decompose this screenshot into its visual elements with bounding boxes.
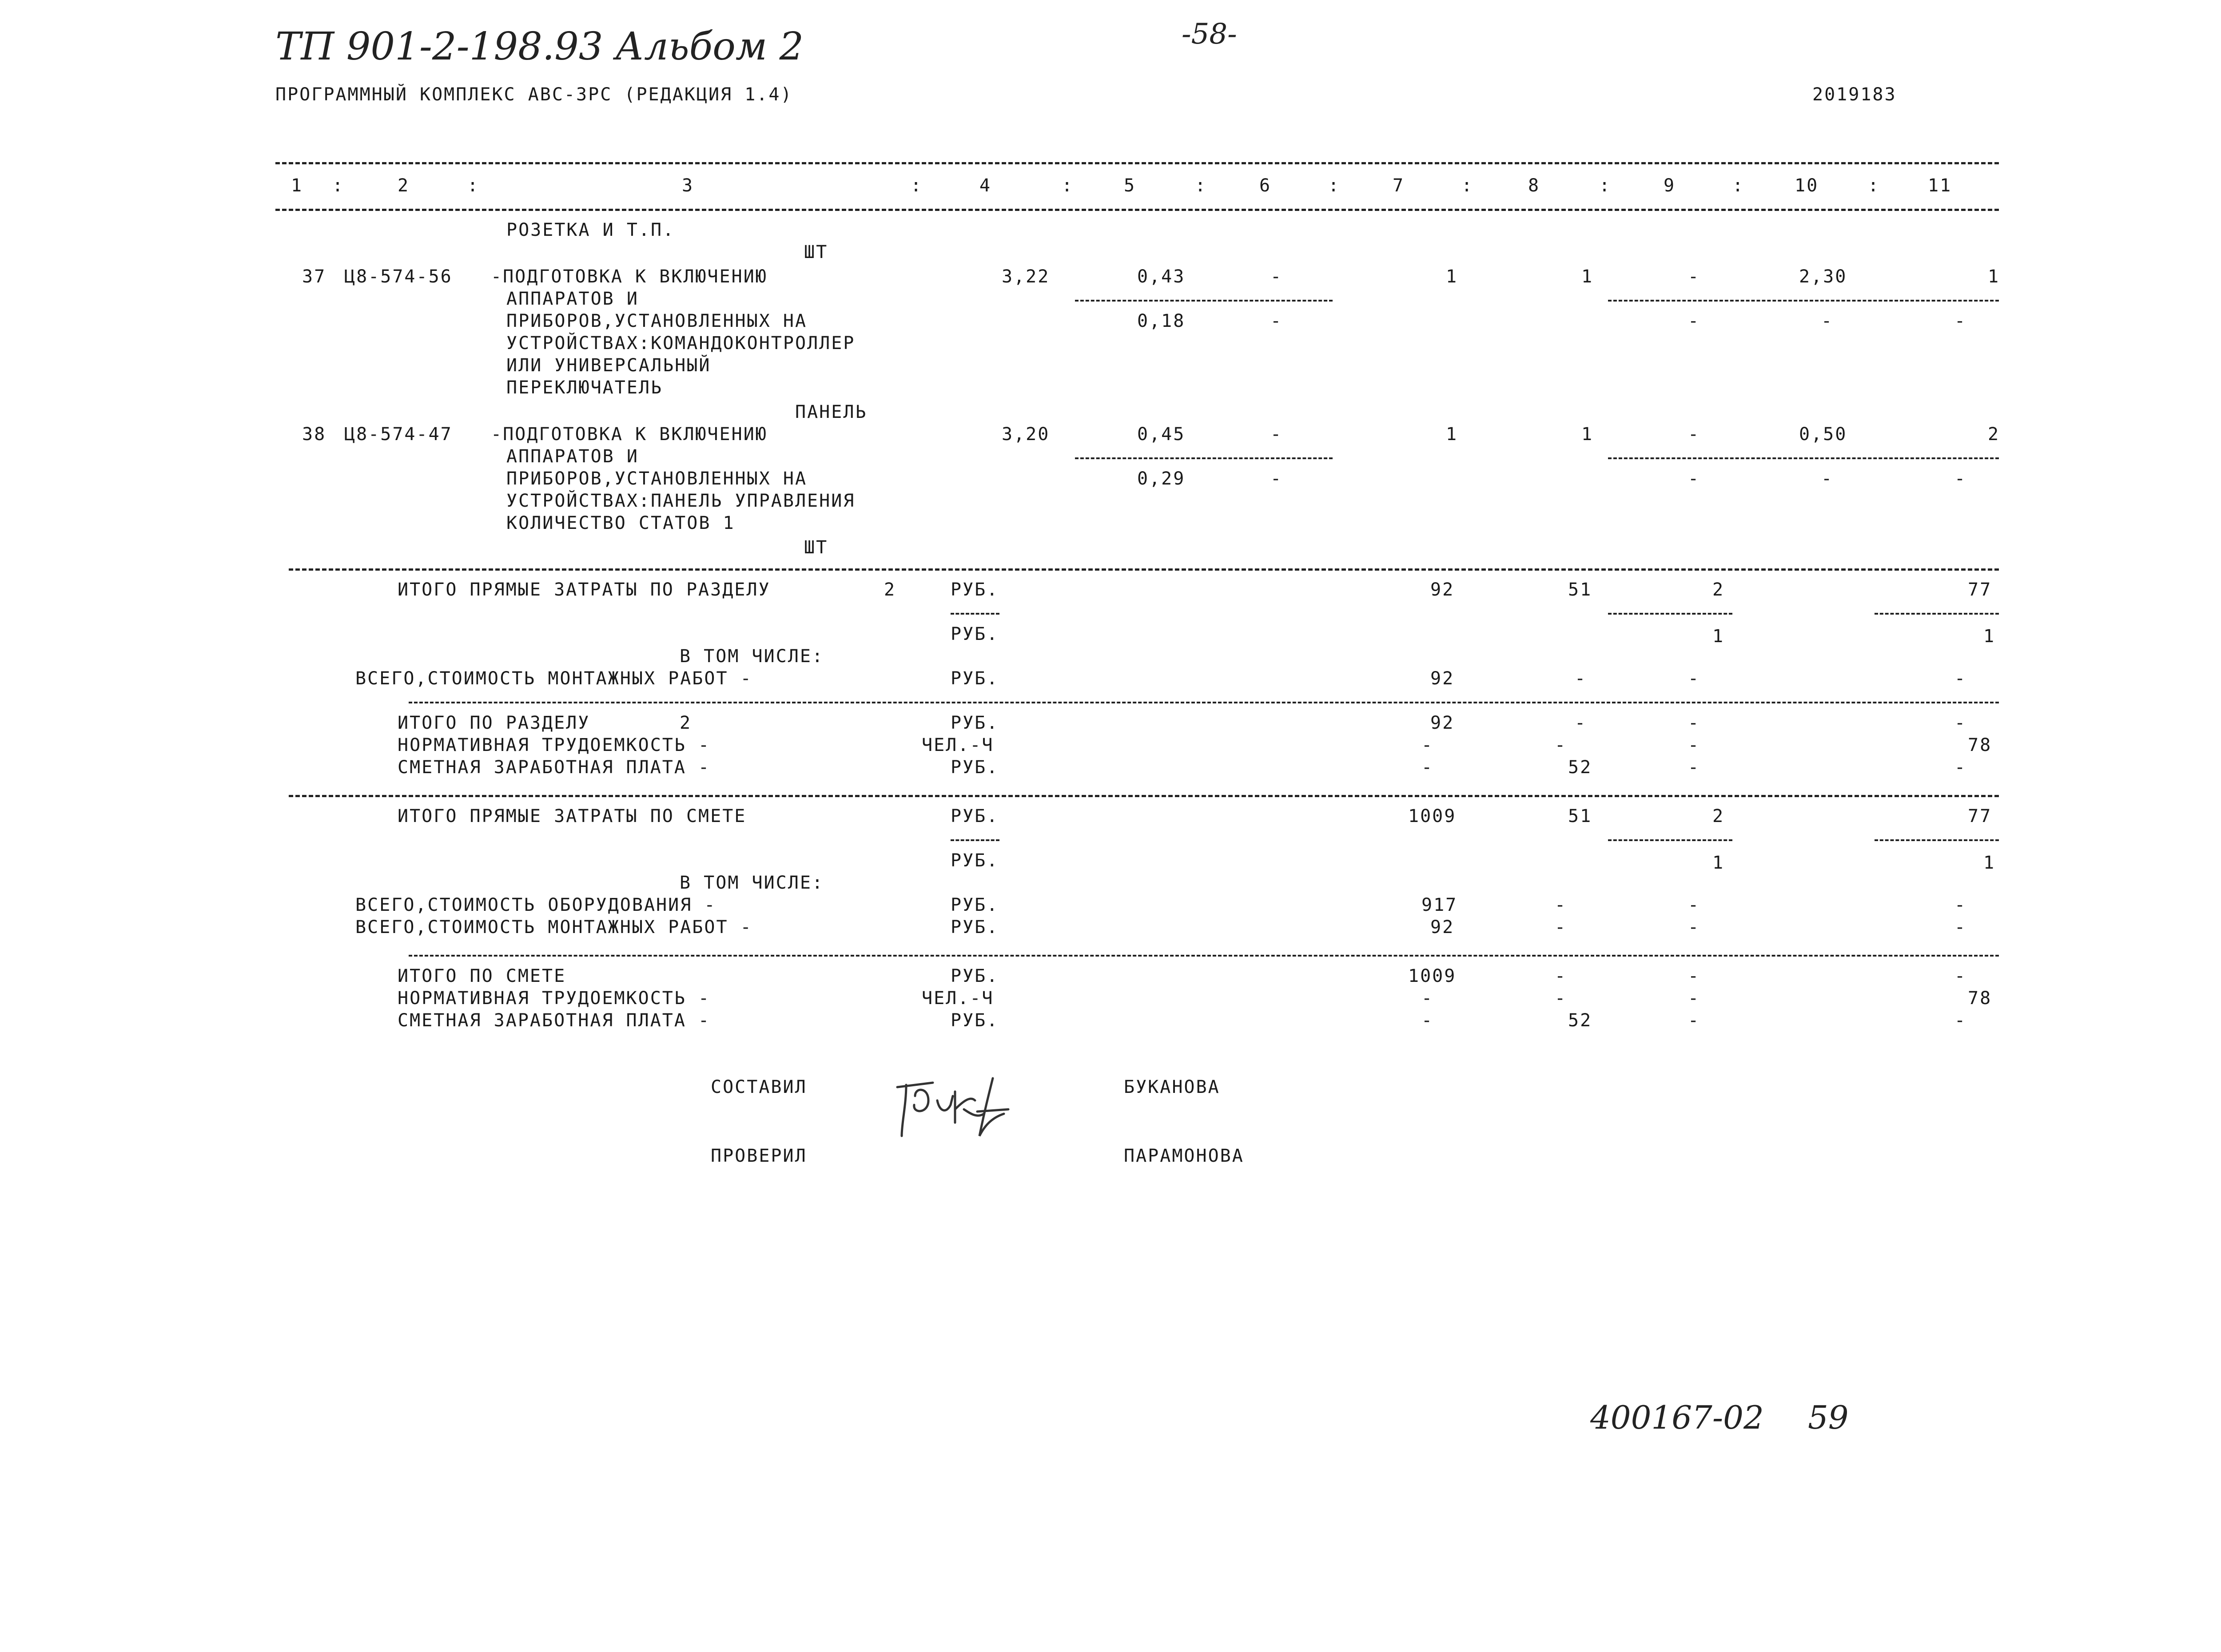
checked-by-name: ПАРАМОНОВА — [1124, 1146, 1244, 1166]
row-desc-line: УСТРОЙСТВАХ:ПАНЕЛЬ УПРАВЛЕНИЯ — [506, 491, 856, 511]
mount-total-c9: - — [1688, 668, 1700, 689]
estimate-direct-unit-lower: РУБ. — [951, 850, 999, 871]
row-desc-line: АППАРАТОВ И — [506, 289, 639, 309]
equipment-total-c7: 917 — [1421, 895, 1458, 915]
col-sep: : — [1732, 175, 1745, 196]
summary-unit-lower: РУБ. — [951, 624, 999, 644]
mount-total-c11: - — [1954, 917, 1967, 937]
summary-unit: РУБ. — [951, 580, 999, 600]
album-reference: ТП 901-2-198.93 Альбом 2 — [275, 24, 804, 69]
section-total-c11: - — [1954, 713, 1967, 733]
wage-fund-label: СМЕТНАЯ ЗАРАБОТНАЯ ПЛАТА - — [398, 757, 711, 778]
including-label: В ТОМ ЧИСЛЕ: — [680, 646, 824, 667]
section-total-unit: РУБ. — [951, 713, 999, 733]
labor-intensity-c11: 78 — [1968, 988, 1992, 1009]
col-header-7: 7 — [1393, 175, 1405, 196]
labor-intensity-unit: ЧЕЛ.-Ч — [922, 988, 994, 1009]
wage-fund-c8: 52 — [1568, 757, 1592, 778]
handwritten-signature — [888, 1052, 1031, 1128]
col-sep: : — [1195, 175, 1207, 196]
labor-intensity-label: НОРМАТИВНАЯ ТРУДОЕМКОСТЬ - — [398, 735, 711, 755]
wage-fund-c9: - — [1688, 757, 1700, 778]
summary-c8: 51 — [1568, 580, 1592, 600]
labor-intensity-label: НОРМАТИВНАЯ ТРУДОЕМКОСТЬ - — [398, 988, 711, 1009]
section-total-c9: - — [1688, 713, 1700, 733]
row-code: Ц8-574-56 — [344, 266, 453, 287]
mount-total-c8: - — [1575, 668, 1587, 689]
col-header-10: 10 — [1795, 175, 1819, 196]
labor-intensity-c11: 78 — [1968, 735, 1992, 755]
archive-code: 400167-02 — [1590, 1399, 1764, 1436]
fraction-rule — [1608, 457, 1999, 459]
row-desc-line: УСТРОЙСТВАХ:КОМАНДОКОНТРОЛЛЕР — [506, 333, 856, 353]
wage-fund-c11: - — [1954, 757, 1967, 778]
cell-c8: 1 — [1581, 266, 1594, 287]
fraction-rule — [1075, 457, 1333, 459]
estimate-total-c7: 1009 — [1408, 966, 1457, 986]
wage-fund-label: СМЕТНАЯ ЗАРАБОТНАЯ ПЛАТА - — [398, 1010, 711, 1031]
labor-intensity-c7: - — [1421, 735, 1434, 755]
mount-total-label: ВСЕГО,СТОИМОСТЬ МОНТАЖНЫХ РАБОТ - — [355, 668, 752, 689]
summary-c9-lower: 1 — [1712, 626, 1725, 647]
summary-c9: 2 — [1712, 580, 1725, 600]
estimate-total-c11: - — [1954, 966, 1967, 986]
row-desc-line: ПЕРЕКЛЮЧАТЕЛЬ — [506, 377, 663, 398]
col-header-1: 1 — [291, 175, 303, 196]
cell-c6-lower: - — [1270, 469, 1283, 489]
header-top-rule — [275, 162, 1999, 164]
col-header-9: 9 — [1664, 175, 1676, 196]
row-number: 37 — [302, 266, 326, 287]
summary-c11-lower: 1 — [1983, 626, 1996, 647]
fraction-rule — [951, 613, 999, 615]
cell-c5-lower: 0,18 — [1137, 311, 1186, 331]
section-total-number: 2 — [680, 713, 692, 733]
cell-c11: 2 — [1988, 424, 2000, 445]
section-rule — [289, 568, 1999, 571]
row-desc-line: -ПОДГОТОВКА К ВКЛЮЧЕНИЮ — [491, 424, 768, 445]
cell-c9-lower: - — [1688, 311, 1700, 331]
cell-c4: 3,22 — [1002, 266, 1050, 287]
estimate-direct-c11: 77 — [1968, 806, 1992, 826]
section-total-c7: 92 — [1430, 713, 1455, 733]
mount-total-unit: РУБ. — [951, 917, 999, 937]
fraction-rule — [1608, 613, 1732, 615]
page-number: -58- — [1182, 18, 1237, 51]
estimate-direct-label: ИТОГО ПРЯМЫЕ ЗАТРАТЫ ПО СМЕТЕ — [398, 806, 747, 826]
row-desc-line: ИЛИ УНИВЕРСАЛЬНЫЙ — [506, 355, 711, 376]
estimate-direct-unit: РУБ. — [951, 806, 999, 826]
subsection-rule — [409, 955, 1999, 957]
summary-label: ИТОГО ПРЯМЫЕ ЗАТРАТЫ ПО РАЗДЕЛУ — [398, 580, 771, 600]
equipment-total-c9: - — [1688, 895, 1700, 915]
row-desc-line: ПРИБОРОВ,УСТАНОВЛЕННЫХ НА — [506, 311, 808, 331]
wage-fund-c7: - — [1421, 1010, 1434, 1031]
cell-c10: 0,50 — [1799, 424, 1847, 445]
mount-total-label: ВСЕГО,СТОИМОСТЬ МОНТАЖНЫХ РАБОТ - — [355, 917, 752, 937]
col-sep: : — [1062, 175, 1074, 196]
program-line: ПРОГРАММНЫЙ КОМПЛЕКС АВС-ЗРС (РЕДАКЦИЯ 1.4) — [275, 84, 793, 105]
cell-c9: - — [1688, 424, 1700, 445]
col-sep: : — [911, 175, 923, 196]
estimate-total-unit: РУБ. — [951, 966, 999, 986]
labor-intensity-c9: - — [1688, 735, 1700, 755]
col-sep: : — [1599, 175, 1612, 196]
checked-by-label: ПРОВЕРИЛ — [711, 1146, 807, 1166]
col-header-3: 3 — [682, 175, 694, 196]
estimate-direct-c8: 51 — [1568, 806, 1592, 826]
previous-item-unit: ШТ — [804, 242, 828, 262]
cell-c5-lower: 0,29 — [1137, 469, 1186, 489]
cell-c4: 3,20 — [1002, 424, 1050, 445]
cell-c11-lower: - — [1954, 469, 1967, 489]
wage-fund-c7: - — [1421, 757, 1434, 778]
mount-total-c7: 92 — [1430, 668, 1455, 689]
summary-section-number: 2 — [884, 580, 896, 600]
row-desc-line: ПРИБОРОВ,УСТАНОВЛЕННЫХ НА — [506, 469, 808, 489]
cell-c11: 1 — [1988, 266, 2000, 287]
labor-intensity-c8: - — [1555, 988, 1567, 1009]
estimate-direct-c7: 1009 — [1408, 806, 1457, 826]
fraction-rule — [1608, 839, 1732, 841]
estimate-total-c9: - — [1688, 966, 1700, 986]
row-desc-line: АППАРАТОВ И — [506, 446, 639, 467]
previous-item-tail: РОЗЕТКА И Т.П. — [506, 220, 675, 240]
compiled-by-name: БУКАНОВА — [1124, 1077, 1220, 1097]
cell-c10: 2,30 — [1799, 266, 1847, 287]
summary-c7: 92 — [1430, 580, 1455, 600]
labor-intensity-c9: - — [1688, 988, 1700, 1009]
wage-fund-c8: 52 — [1568, 1010, 1592, 1031]
estimate-direct-c11-lower: 1 — [1983, 853, 1996, 873]
equipment-total-c8: - — [1555, 895, 1567, 915]
col-header-6: 6 — [1259, 175, 1272, 196]
row-code: Ц8-574-47 — [344, 424, 453, 445]
labor-intensity-unit: ЧЕЛ.-Ч — [922, 735, 994, 755]
row-number: 38 — [302, 424, 326, 445]
col-sep: : — [1868, 175, 1880, 196]
fraction-rule — [1875, 839, 1999, 841]
labor-intensity-c7: - — [1421, 988, 1434, 1009]
col-sep: : — [332, 175, 345, 196]
fraction-rule — [1075, 300, 1333, 302]
estimate-direct-c9-lower: 1 — [1712, 853, 1725, 873]
mount-total-c11: - — [1954, 668, 1967, 689]
cell-c11-lower: - — [1954, 311, 1967, 331]
cell-c7: 1 — [1446, 266, 1458, 287]
compiled-by-label: СОСТАВИЛ — [711, 1077, 807, 1097]
mount-total-c8: - — [1555, 917, 1567, 937]
mount-total-unit: РУБ. — [951, 668, 999, 689]
col-sep: : — [1461, 175, 1474, 196]
wage-fund-c11: - — [1954, 1010, 1967, 1031]
section-rule — [289, 795, 1999, 797]
section-total-c8: - — [1575, 713, 1587, 733]
labor-intensity-c8: - — [1555, 735, 1567, 755]
wage-fund-c9: - — [1688, 1010, 1700, 1031]
col-header-8: 8 — [1528, 175, 1540, 196]
col-sep: : — [1328, 175, 1341, 196]
cell-c9-lower: - — [1688, 469, 1700, 489]
col-header-11: 11 — [1928, 175, 1952, 196]
row-unit: ШТ — [804, 537, 828, 558]
header-bottom-rule — [275, 209, 1999, 211]
row-unit: ПАНЕЛЬ — [795, 402, 868, 422]
equipment-total-c11: - — [1954, 895, 1967, 915]
cell-c10-lower: - — [1821, 311, 1834, 331]
estimate-direct-c9: 2 — [1712, 806, 1725, 826]
estimate-total-label: ИТОГО ПО СМЕТЕ — [398, 966, 566, 986]
cell-c6: - — [1270, 266, 1283, 287]
row-desc-line: КОЛИЧЕСТВО СТАТОВ 1 — [506, 513, 735, 533]
col-header-5: 5 — [1124, 175, 1136, 196]
fraction-rule — [1608, 300, 1999, 302]
subsection-rule — [409, 702, 1999, 703]
cell-c9: - — [1688, 266, 1700, 287]
wage-fund-unit: РУБ. — [951, 1010, 999, 1031]
including-label: В ТОМ ЧИСЛЕ: — [680, 873, 824, 893]
cell-c6-lower: - — [1270, 311, 1283, 331]
sheet-number: 59 — [1808, 1399, 1849, 1436]
fraction-rule — [951, 839, 999, 841]
cell-c7: 1 — [1446, 424, 1458, 445]
estimate-total-c8: - — [1555, 966, 1567, 986]
cell-c6: - — [1270, 424, 1283, 445]
equipment-total-unit: РУБ. — [951, 895, 999, 915]
summary-c11: 77 — [1968, 580, 1992, 600]
section-total-label: ИТОГО ПО РАЗДЕЛУ — [398, 713, 590, 733]
cell-c5: 0,45 — [1137, 424, 1186, 445]
wage-fund-unit: РУБ. — [951, 757, 999, 778]
equipment-total-label: ВСЕГО,СТОИМОСТЬ ОБОРУДОВАНИЯ - — [355, 895, 716, 915]
document-code: 2019183 — [1812, 84, 1897, 105]
fraction-rule — [1875, 613, 1999, 615]
col-header-4: 4 — [979, 175, 992, 196]
cell-c10-lower: - — [1821, 469, 1834, 489]
col-header-2: 2 — [398, 175, 410, 196]
cell-c8: 1 — [1581, 424, 1594, 445]
col-sep: : — [467, 175, 480, 196]
mount-total-c7: 92 — [1430, 917, 1455, 937]
row-desc-line: -ПОДГОТОВКА К ВКЛЮЧЕНИЮ — [491, 266, 768, 287]
mount-total-c9: - — [1688, 917, 1700, 937]
cell-c5: 0,43 — [1137, 266, 1186, 287]
